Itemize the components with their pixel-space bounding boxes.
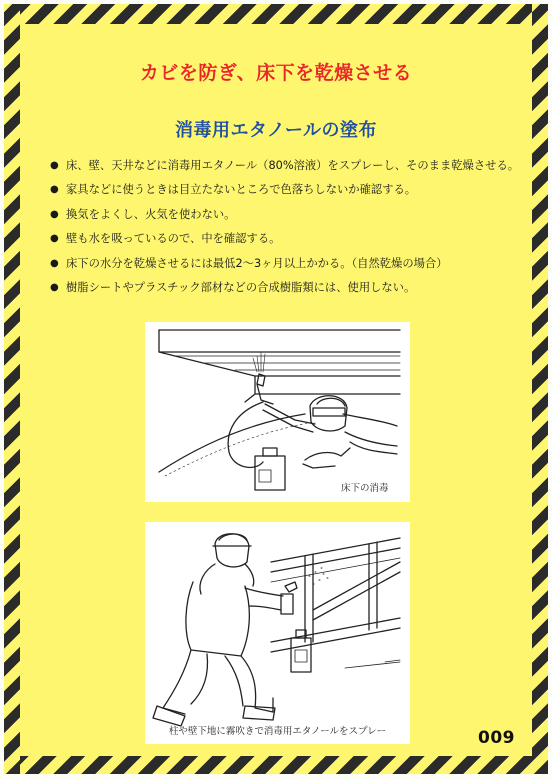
list-item-text: 床下の水分を乾燥させるには最低2～3ヶ月以上かかる。（自然乾燥の場合） bbox=[66, 256, 448, 270]
list-item bbox=[50, 255, 520, 279]
bullet-icon: ● bbox=[50, 208, 59, 220]
underfloor-disinfection-illustration bbox=[145, 322, 410, 502]
page-title: カビを防ぎ、床下を乾燥させる bbox=[139, 62, 413, 84]
pillar-spraying-drawing bbox=[145, 522, 410, 744]
instruction-list bbox=[50, 157, 520, 303]
hazard-border-top bbox=[4, 4, 548, 24]
hazard-border-bottom bbox=[4, 756, 548, 774]
list-item bbox=[50, 230, 520, 254]
list-item bbox=[50, 157, 520, 181]
bullet-icon: ● bbox=[50, 281, 59, 293]
bullet-icon: ● bbox=[50, 257, 59, 269]
illustration-caption: 柱や壁下地に霧吹きで消毒用エタノールをスプレー bbox=[168, 726, 387, 737]
underfloor-drawing bbox=[145, 322, 410, 502]
page-number: 009 bbox=[478, 728, 515, 748]
list-item-text: 壁も水を吸っているので、中を確認する。 bbox=[66, 232, 281, 246]
list-item bbox=[50, 279, 520, 303]
bullet-icon: ● bbox=[50, 233, 59, 245]
list-item-text: 床、壁、天井などに消毒用エタノール（80%溶液）をスプレーし、そのまま乾燥させる。 bbox=[66, 159, 520, 172]
list-item bbox=[50, 181, 520, 205]
list-item-text: 樹脂シートやプラスチック部材などの合成樹脂類には、使用しない。 bbox=[66, 280, 416, 294]
list-item-text: 家具などに使うときは目立たないところで色落ちしないか確認する。 bbox=[66, 183, 417, 197]
list-item bbox=[50, 206, 520, 230]
pillar-spraying-illustration bbox=[145, 522, 410, 744]
illustration-caption: 床下の消毒 bbox=[341, 483, 389, 494]
section-subtitle: 消毒用エタノールの塗布 bbox=[174, 120, 378, 141]
list-item-text: 換気をよくし、火気を使わない。 bbox=[66, 207, 236, 221]
bullet-icon: ● bbox=[50, 184, 59, 196]
bullet-icon: ● bbox=[50, 160, 59, 171]
